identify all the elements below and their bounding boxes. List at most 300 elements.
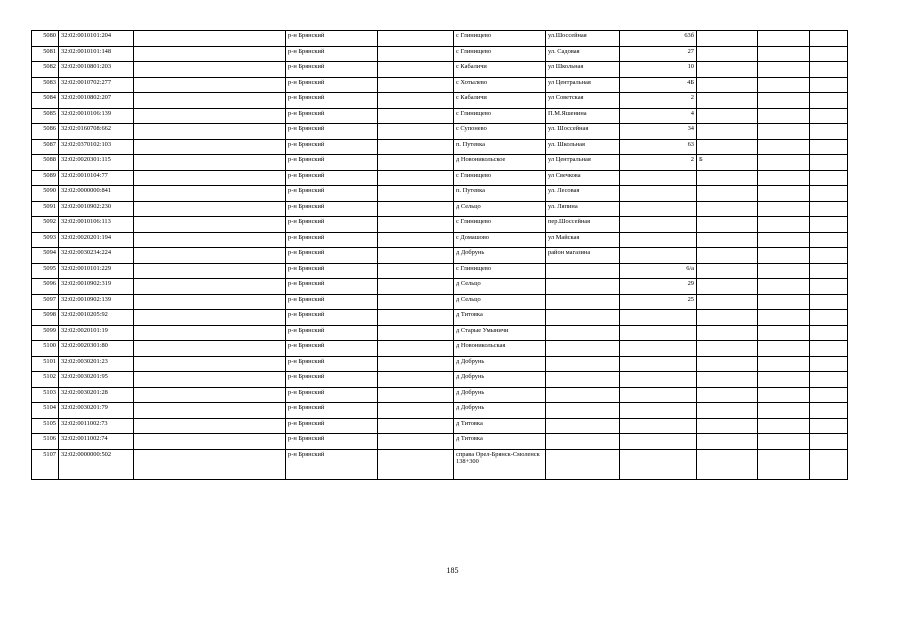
cell-district: р-н Брянский [286,449,378,479]
cell-c5 [378,62,454,78]
cell-c9 [697,77,758,93]
cell-c11 [810,201,848,217]
cell-c3 [134,263,286,279]
cell-c9 [697,93,758,109]
cell-house [620,356,697,372]
cell-cadastral: 32:02:0020301:115 [59,155,134,171]
cell-c10 [758,201,810,217]
table-row [32,372,848,388]
cell-no: 5104 [32,403,59,419]
cell-cadastral: 32:02:0010702:277 [59,77,134,93]
cell-c10 [758,356,810,372]
cell-street: ул. Лесовая [546,186,620,202]
cell-c3 [134,403,286,419]
cell-cadastral: 32:02:0010106:139 [59,108,134,124]
cell-district: р-н Брянский [286,279,378,295]
cell-c3 [134,232,286,248]
cell-no: 5096 [32,279,59,295]
cell-street: ул. Шоссейная [546,124,620,140]
cell-c5 [378,186,454,202]
cell-district: р-н Брянский [286,170,378,186]
cell-cadastral: 32:02:0030201:79 [59,403,134,419]
cell-c11 [810,186,848,202]
cell-c5 [378,294,454,310]
cell-house [620,387,697,403]
cell-c9 [697,403,758,419]
cell-c11 [810,279,848,295]
cell-c11 [810,310,848,326]
cell-district: р-н Брянский [286,31,378,47]
cell-cadastral: 32:02:0160708:662 [59,124,134,140]
cell-cadastral: 32:02:0010104:77 [59,170,134,186]
table-row [32,201,848,217]
cell-no: 5106 [32,434,59,450]
cell-cadastral: 32:02:0010106:113 [59,217,134,233]
cell-c11 [810,372,848,388]
cell-c5 [378,449,454,479]
cell-c11 [810,248,848,264]
cell-street: ул. Ляпина [546,201,620,217]
table-row [32,46,848,62]
cell-house [620,248,697,264]
cell-c11 [810,341,848,357]
cell-c9 [697,418,758,434]
table-row [32,325,848,341]
cell-cadastral: 32:02:0030201:28 [59,387,134,403]
cell-c5 [378,341,454,357]
cell-settlement: д Новоникольская [454,341,546,357]
cell-district: р-н Брянский [286,434,378,450]
cell-settlement: д Новоникольское [454,155,546,171]
table-row [32,217,848,233]
cell-c11 [810,449,848,479]
cell-house [620,372,697,388]
cell-c10 [758,139,810,155]
cell-c10 [758,279,810,295]
cell-street: П.М.Яшенина [546,108,620,124]
cell-district: р-н Брянский [286,46,378,62]
cell-c10 [758,170,810,186]
cell-district: р-н Брянский [286,77,378,93]
cell-c3 [134,279,286,295]
cell-settlement: с Домашово [454,232,546,248]
cell-district: р-н Брянский [286,232,378,248]
cell-c10 [758,155,810,171]
cell-no: 5105 [32,418,59,434]
cell-street [546,372,620,388]
cell-district: р-н Брянский [286,325,378,341]
cell-settlement: с Глинищево [454,217,546,233]
cell-c5 [378,124,454,140]
cell-no: 5081 [32,46,59,62]
cell-cadastral: 32:02:0010101:229 [59,263,134,279]
cell-cadastral: 32:02:0020301:80 [59,341,134,357]
cell-settlement: д Добрунь [454,403,546,419]
cell-c3 [134,170,286,186]
cell-house [620,310,697,326]
cell-house [620,403,697,419]
cell-no: 5088 [32,155,59,171]
cell-c9: Б [697,155,758,171]
table-row [32,77,848,93]
cell-c3 [134,372,286,388]
cell-c10 [758,186,810,202]
cell-district: р-н Брянский [286,387,378,403]
cell-c9 [697,248,758,264]
cell-c3 [134,77,286,93]
cell-c3 [134,62,286,78]
cell-c3 [134,387,286,403]
cell-district: р-н Брянский [286,341,378,357]
table-row [32,434,848,450]
cell-house [620,449,697,479]
table-row [32,186,848,202]
cell-house [620,201,697,217]
cell-c10 [758,310,810,326]
cell-district: р-н Брянский [286,217,378,233]
table-row [32,31,848,47]
cell-c10 [758,263,810,279]
cell-c11 [810,170,848,186]
table-row [32,62,848,78]
cell-district: р-н Брянский [286,294,378,310]
cell-street [546,434,620,450]
cell-no: 5102 [32,372,59,388]
cell-house: 63б [620,31,697,47]
cell-c10 [758,372,810,388]
cell-no: 5100 [32,341,59,357]
cell-cadastral: 32:02:0000000:502 [59,449,134,479]
cell-cadastral: 32:02:0000000:841 [59,186,134,202]
cell-c5 [378,77,454,93]
cell-c3 [134,217,286,233]
cell-c10 [758,387,810,403]
cell-district: р-н Брянский [286,108,378,124]
cell-c9 [697,170,758,186]
cell-no: 5082 [32,62,59,78]
cell-c5 [378,46,454,62]
cell-cadastral: 32:02:0010902:139 [59,294,134,310]
cell-settlement: п. Путевка [454,139,546,155]
cell-c11 [810,403,848,419]
cell-c3 [134,124,286,140]
cell-no: 5083 [32,77,59,93]
cell-c3 [134,310,286,326]
cell-c9 [697,279,758,295]
cell-c3 [134,356,286,372]
cell-c10 [758,217,810,233]
cell-cadastral: 32:02:0370102:103 [59,139,134,155]
cell-house [620,341,697,357]
cell-district: р-н Брянский [286,356,378,372]
cell-cadastral: 32:02:0020201:194 [59,232,134,248]
table-row [32,170,848,186]
cell-settlement: с Хотылево [454,77,546,93]
cell-settlement: с Кабаличи [454,93,546,109]
cell-district: р-н Брянский [286,124,378,140]
cell-cadastral: 32:02:0030201:23 [59,356,134,372]
cell-cadastral: 32:02:0010101:204 [59,31,134,47]
cell-no: 5089 [32,170,59,186]
table-row [32,263,848,279]
cell-c11 [810,31,848,47]
cell-no: 5092 [32,217,59,233]
cell-c9 [697,263,758,279]
cell-c3 [134,31,286,47]
cell-cadastral: 32:02:0010101:148 [59,46,134,62]
cell-c5 [378,232,454,248]
cell-house: 34 [620,124,697,140]
cell-settlement: справа Орел-Брянск-Смоленск 138+300 [454,449,546,479]
cell-settlement: п. Путевка [454,186,546,202]
cell-c5 [378,248,454,264]
cell-district: р-н Брянский [286,310,378,326]
cell-no: 5107 [32,449,59,479]
cell-house [620,434,697,450]
table-row [32,387,848,403]
cell-cadastral: 32:02:0010902:319 [59,279,134,295]
cell-no: 5097 [32,294,59,310]
cell-c9 [697,232,758,248]
cell-cadastral: 32:02:0020101:19 [59,325,134,341]
cell-street: ул. Школьная [546,139,620,155]
cell-no: 5080 [32,31,59,47]
cell-district: р-н Брянский [286,403,378,419]
cell-settlement: с Глинищево [454,46,546,62]
cell-c9 [697,310,758,326]
cell-c9 [697,201,758,217]
cell-no: 5084 [32,93,59,109]
cell-settlement: с Глинищево [454,263,546,279]
cell-settlement: с Глинищево [454,31,546,47]
table-row [32,279,848,295]
cell-c9 [697,62,758,78]
cell-house [620,217,697,233]
cell-street: ул Центральная [546,77,620,93]
cell-c10 [758,403,810,419]
cell-c9 [697,217,758,233]
cell-c5 [378,93,454,109]
cell-street: ул.Шоссейная [546,31,620,47]
cell-c11 [810,139,848,155]
cell-c10 [758,46,810,62]
cell-street [546,356,620,372]
cell-c3 [134,108,286,124]
cell-no: 5103 [32,387,59,403]
cell-c10 [758,232,810,248]
cell-settlement: с Кабаличи [454,62,546,78]
cell-settlement: д Сельцо [454,279,546,295]
cell-house [620,232,697,248]
cell-street: пер.Шоссейная [546,217,620,233]
cell-c9 [697,186,758,202]
table-row [32,139,848,155]
cell-c11 [810,62,848,78]
table-row [32,449,848,479]
cell-c3 [134,325,286,341]
cell-c11 [810,434,848,450]
cell-c11 [810,217,848,233]
cell-street: район магазина [546,248,620,264]
cell-c11 [810,294,848,310]
cell-c10 [758,294,810,310]
cell-c11 [810,325,848,341]
cell-district: р-н Брянский [286,186,378,202]
cell-c9 [697,434,758,450]
cell-street [546,341,620,357]
cell-district: р-н Брянский [286,62,378,78]
cell-c3 [134,201,286,217]
cell-c10 [758,449,810,479]
cell-street [546,310,620,326]
cell-c10 [758,248,810,264]
cell-house: 25 [620,294,697,310]
table-row [32,93,848,109]
cell-c9 [697,31,758,47]
cell-street [546,294,620,310]
cell-c10 [758,31,810,47]
cell-c10 [758,418,810,434]
cell-district: р-н Брянский [286,155,378,171]
cell-cadastral: 32:02:0010205:92 [59,310,134,326]
cell-house: 2 [620,155,697,171]
cell-c9 [697,325,758,341]
table-row [32,356,848,372]
cell-c10 [758,434,810,450]
cell-c9 [697,124,758,140]
cell-c5 [378,310,454,326]
cell-settlement: д Добрунь [454,387,546,403]
cell-house: 2 [620,93,697,109]
table-row [32,232,848,248]
cell-settlement: с Супонево [454,124,546,140]
cell-street: ул Свечкова [546,170,620,186]
cell-house: 27 [620,46,697,62]
cell-street: ул Советская [546,93,620,109]
table-row [32,248,848,264]
cell-house: 4 [620,108,697,124]
cell-cadastral: 32:02:0010801:203 [59,62,134,78]
cell-house: 29 [620,279,697,295]
cell-district: р-н Брянский [286,201,378,217]
table-row [32,155,848,171]
table-row [32,418,848,434]
cell-street: ул Школьная [546,62,620,78]
cell-c3 [134,186,286,202]
table-row [32,403,848,419]
table-row [32,310,848,326]
cell-street [546,279,620,295]
cell-c10 [758,341,810,357]
cell-c10 [758,108,810,124]
cell-district: р-н Брянский [286,418,378,434]
cell-c10 [758,77,810,93]
cell-settlement: д Титовка [454,418,546,434]
cell-c10 [758,93,810,109]
cell-house: 10 [620,62,697,78]
cell-c11 [810,108,848,124]
cell-district: р-н Брянский [286,372,378,388]
cell-c5 [378,263,454,279]
cell-house [620,186,697,202]
cell-house [620,170,697,186]
cell-c9 [697,387,758,403]
cell-c9 [697,139,758,155]
cell-cadastral: 32:02:0030201:95 [59,372,134,388]
cell-c5 [378,325,454,341]
cell-street [546,449,620,479]
cell-c9 [697,356,758,372]
register-rows [32,31,848,480]
cell-c11 [810,418,848,434]
cell-no: 5090 [32,186,59,202]
cell-c9 [697,341,758,357]
cell-street [546,403,620,419]
cell-no: 5101 [32,356,59,372]
cell-c5 [378,170,454,186]
cell-c3 [134,248,286,264]
register-table [31,30,848,480]
cell-settlement: д Старые Умыничи [454,325,546,341]
cell-c9 [697,294,758,310]
cell-c10 [758,62,810,78]
cell-settlement: д Сельцо [454,294,546,310]
cell-settlement: д Добрунь [454,356,546,372]
cell-cadastral: 32:02:0010902:230 [59,201,134,217]
cell-house: 4Б [620,77,697,93]
cell-no: 5094 [32,248,59,264]
cell-c5 [378,201,454,217]
cell-c5 [378,31,454,47]
cell-c5 [378,217,454,233]
cell-c11 [810,46,848,62]
page-number: 185 [446,566,459,575]
cell-c11 [810,232,848,248]
cell-c5 [378,434,454,450]
cell-c5 [378,387,454,403]
cell-c9 [697,449,758,479]
cell-no: 5086 [32,124,59,140]
cell-house [620,418,697,434]
cell-no: 5095 [32,263,59,279]
cell-cadastral: 32:02:0010802:207 [59,93,134,109]
cell-c5 [378,155,454,171]
cell-settlement: с Глинищево [454,170,546,186]
cell-street: ул. Садовая [546,46,620,62]
cell-c5 [378,279,454,295]
cell-district: р-н Брянский [286,263,378,279]
cell-c3 [134,434,286,450]
cell-street [546,387,620,403]
cell-settlement: д Добрунь [454,372,546,388]
cell-c11 [810,155,848,171]
table-row [32,341,848,357]
cell-no: 5085 [32,108,59,124]
cell-street [546,418,620,434]
cell-no: 5099 [32,325,59,341]
cell-c5 [378,372,454,388]
table-row [32,294,848,310]
cell-settlement: д Сельцо [454,201,546,217]
cell-c11 [810,263,848,279]
cell-house [620,325,697,341]
cell-settlement: д Титовка [454,310,546,326]
cell-c3 [134,139,286,155]
cell-c5 [378,139,454,155]
cell-c5 [378,356,454,372]
cell-c5 [378,418,454,434]
cell-c10 [758,325,810,341]
